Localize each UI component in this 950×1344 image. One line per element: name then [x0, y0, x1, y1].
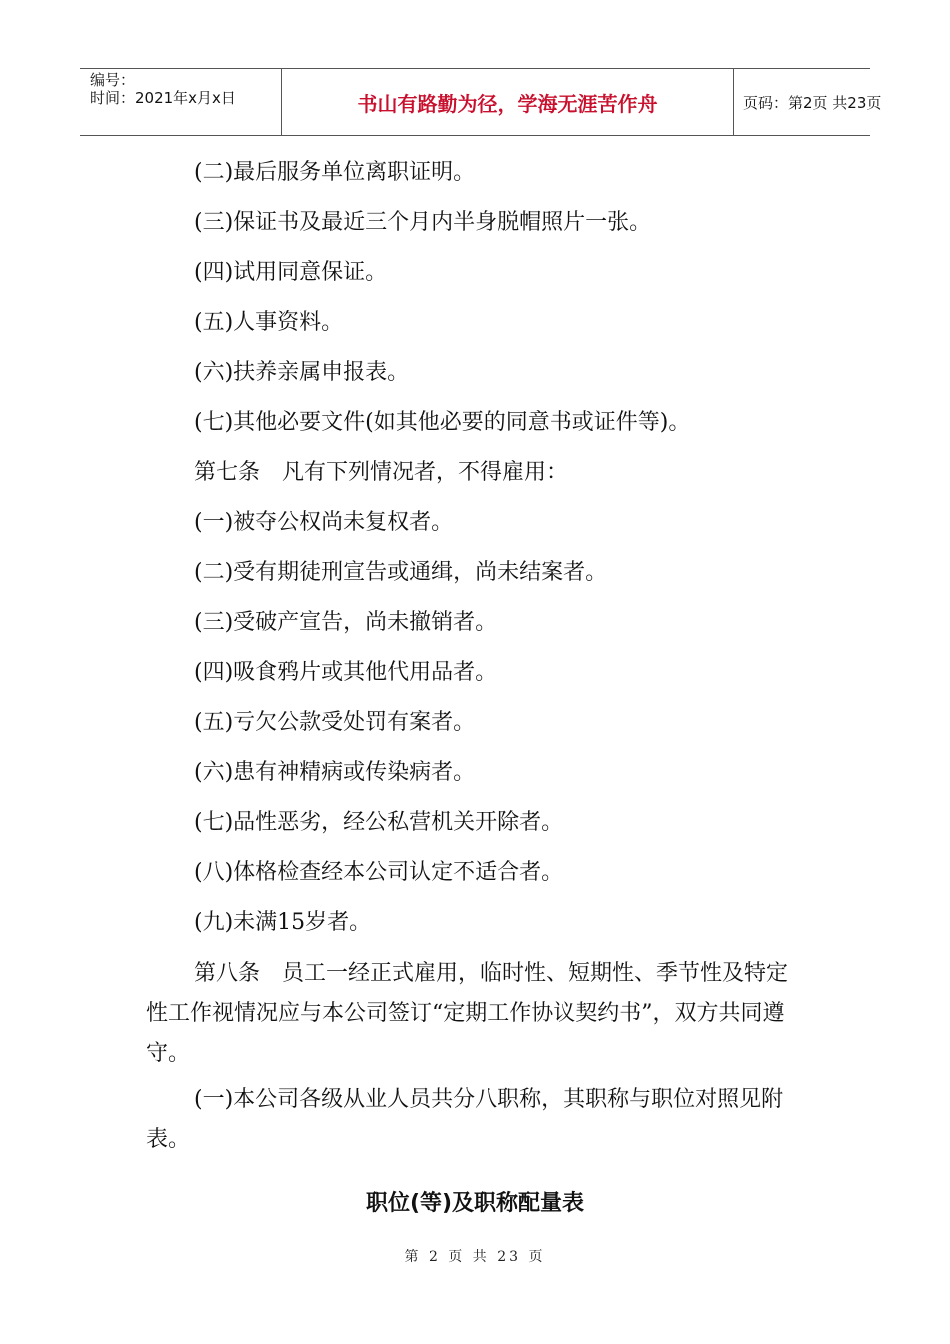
list-item: (四)试用同意保证。 — [194, 260, 388, 285]
header-meta — [80, 69, 282, 135]
article-paragraph: 第八条 员工一经正式雇用，临时性、短期性、季节性及特定性工作视情况应与本公司签订“定期工作协议契约书”，双方共同遵守。 — [146, 961, 789, 1066]
page-header — [80, 68, 882, 136]
list-item: (二)受有期徒刑宣告或通缉，尚未结案者。 — [194, 560, 608, 585]
list-item: (九)未满15岁者。 — [194, 910, 372, 935]
list-item: (五)亏欠公款受处罚有案者。 — [194, 710, 476, 735]
table-title: 职位(等)及职称配量表 — [365, 1191, 585, 1216]
list-item: (一)被夺公权尚未复权者。 — [194, 510, 454, 535]
list-item: (三)受破产宣告，尚未撤销者。 — [194, 610, 498, 635]
document-number-label: 编号： — [90, 71, 136, 89]
list-item: (五)人事资料。 — [194, 310, 344, 335]
list-item: (六)患有神精病或传染病者。 — [194, 760, 476, 785]
list-item: (四)吸食鸦片或其他代用品者。 — [194, 660, 498, 685]
article-paragraph: (一)本公司各级从业人员共分八职称，其职称与职位对照见附表。 — [146, 1087, 784, 1152]
header-motto: 书山有路勤为径，学海无涯苦作舟 — [357, 91, 658, 116]
list-item: (三)保证书及最近三个月内半身脱帽照片一张。 — [194, 210, 652, 235]
list-item: (六)扶养亲属申报表。 — [194, 360, 410, 385]
page-footer: 第 2 页 共 23 页 — [404, 1249, 546, 1265]
list-item: (二)最后服务单位离职证明。 — [194, 160, 476, 185]
list-item: (八)体格检查经本公司认定不适合者。 — [194, 860, 564, 885]
header-page-info: 页码：第2页 共23页 — [743, 93, 882, 112]
document-time-label: 时间：2021年x月x日 — [90, 89, 236, 107]
document-body — [146, 148, 806, 1166]
header-motto-cell — [282, 69, 734, 135]
list-item: (七)品性恶劣，经公私营机关开除者。 — [194, 810, 564, 835]
article-heading: 第七条 凡有下列情况者，不得雇用： — [194, 460, 569, 485]
list-item: (七)其他必要文件(如其他必要的同意书或证件等)。 — [194, 410, 691, 435]
